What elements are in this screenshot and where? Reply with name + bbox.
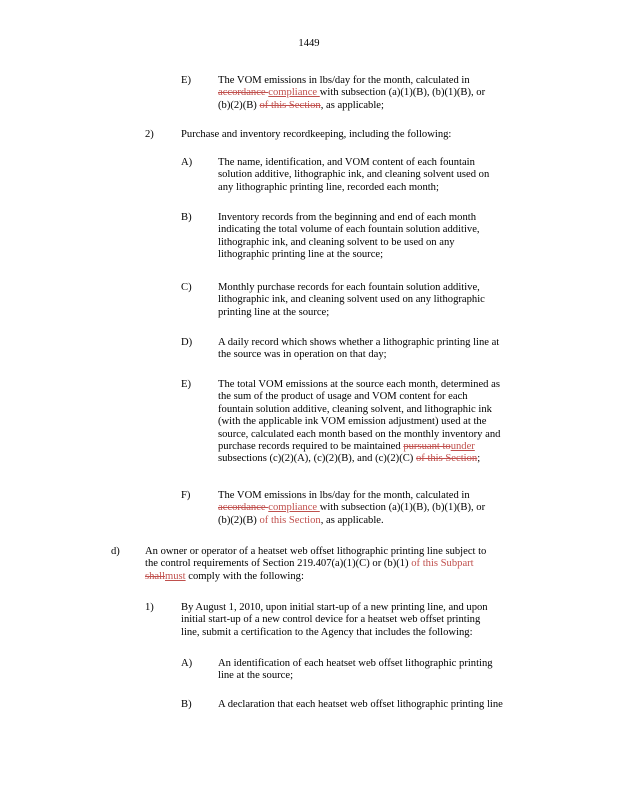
text-line: The VOM emissions in lbs/day for the month, calculated in (218, 75, 470, 86)
text-line: (with the applicable ink VOM emission adjustment) used at the (218, 416, 487, 428)
text-line: the source was in operation on that day; (218, 349, 387, 361)
text-line (218, 441, 500, 453)
text-line (218, 453, 500, 465)
item-text-a-2 (218, 658, 493, 683)
item-text-b-2: A declaration that each heatset web offset lithographic printing line (218, 699, 503, 710)
text-line: any lithographic printing line, recorded each month; (218, 181, 439, 193)
item-text-1 (181, 602, 488, 639)
text-run: , as applicable; (320, 99, 384, 111)
text-line (145, 571, 486, 583)
text-run: subsections (c)(2)(A), (c)(2)(B), and (c)(2)(C) (218, 453, 416, 465)
text-run: comply with the following: (185, 570, 304, 582)
inserted-text: compliance (268, 87, 320, 99)
inserted-text: of this Subpart (411, 558, 474, 570)
item-label-e-2: E) (181, 379, 191, 390)
deleted-text: pursuant to (403, 441, 451, 453)
item-label-1: 1) (145, 602, 154, 613)
deleted-text: of this Section (415, 453, 478, 465)
item-text-a (218, 157, 489, 194)
item-label-e-1: E) (181, 75, 191, 86)
item-text-b (218, 212, 480, 262)
deleted-text: accordance (218, 502, 269, 514)
text-line: The total VOM emissions at the source each month, determined as (218, 379, 500, 390)
text-run: the control requirements of Section 219.407(a)(1)(C) or (b)(1) (145, 558, 412, 570)
text-run: , as applicable. (320, 514, 384, 526)
text-line: A daily record which shows whether a lithographic printing line at (218, 337, 500, 348)
inserted-text: under (450, 441, 475, 453)
item-text-e-1 (218, 75, 485, 112)
text-line: initial start-up of a new control device for a heatset web offset printing (181, 614, 481, 626)
text-run: with subsection (a)(1)(B), (b)(1)(B), or (319, 87, 486, 99)
text-run: purchase records required to be maintained (218, 441, 404, 453)
text-line: The name, identification, and VOM content of each fountain (218, 157, 475, 168)
item-text-2: Purchase and inventory recordkeeping, including the following: (181, 129, 452, 140)
item-label-c: C) (181, 282, 192, 293)
text-line (218, 100, 485, 112)
inserted-text: compliance (268, 502, 320, 514)
deleted-text: accordance (218, 87, 269, 99)
item-label-f: F) (181, 490, 191, 501)
inserted-text: must (165, 570, 186, 582)
text-line: Inventory records from the beginning and end of each month (218, 212, 476, 223)
text-line: Monthly purchase records for each fountain solution additive, (218, 282, 480, 293)
text-line: the sum of the product of usage and VOM content for each (218, 391, 468, 403)
text-line: line, submit a certification to the Agency that includes the following: (181, 626, 473, 638)
item-text-e-2 (218, 379, 500, 466)
text-line (145, 558, 486, 570)
text-line: fountain solution additive, cleaning solvent, and lithographic ink (218, 403, 492, 415)
text-line: lithographic ink, and cleaning solvent used on any lithographic (218, 294, 485, 306)
text-run: (b)(2)(B) (218, 514, 260, 526)
inserted-text: of this Section (259, 514, 321, 526)
item-label-a: A) (181, 157, 193, 168)
item-text-c (218, 282, 485, 319)
item-label-b-2: B) (181, 699, 192, 710)
item-text-d-sub (145, 546, 486, 583)
text-line: printing line at the source; (218, 306, 330, 318)
text-run: ; (477, 453, 481, 465)
item-label-b: B) (181, 212, 192, 223)
text-line: solution additive, lithographic ink, and cleaning solvent used on (218, 169, 490, 181)
text-line (218, 515, 485, 527)
item-label-2: 2) (145, 129, 154, 140)
item-label-a-2: A) (181, 658, 193, 669)
item-text-f (218, 490, 485, 527)
item-text-d (218, 337, 499, 362)
text-line: An identification of each heatset web offset lithographic printing (218, 658, 493, 669)
text-line (218, 502, 485, 514)
text-line: lithographic printing line at the source; (218, 249, 384, 261)
item-label-d-sub: d) (111, 546, 120, 557)
deleted-text: shall (145, 570, 166, 582)
text-line (218, 87, 485, 99)
text-line: indicating the total volume of each fountain solution additive, (218, 224, 480, 236)
text-line: line at the source; (218, 670, 294, 682)
text-line: By August 1, 2010, upon initial start-up of a new printing line, and upon (181, 602, 488, 613)
item-label-d: D) (181, 337, 193, 348)
page-number: 1449 (298, 38, 320, 49)
text-line: The VOM emissions in lbs/day for the month, calculated in (218, 490, 470, 501)
deleted-text: of this Section (259, 99, 321, 111)
text-line: lithographic ink, and cleaning solvent to be used on any (218, 236, 455, 248)
text-line: source, calculated each month based on the monthly inventory and (218, 428, 501, 440)
text-run: (b)(2)(B) (218, 99, 260, 111)
text-line: An owner or operator of a heatset web offset lithographic printing line subject to (145, 546, 487, 557)
text-run: with subsection (a)(1)(B), (b)(1)(B), or (319, 502, 486, 514)
